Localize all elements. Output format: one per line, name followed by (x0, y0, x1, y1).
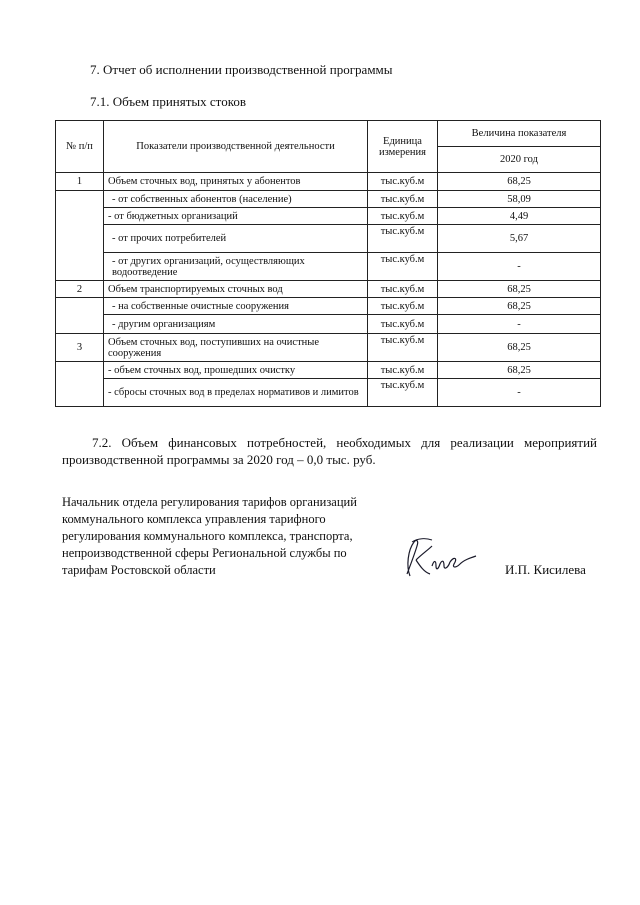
table-row (56, 173, 601, 191)
row-name: Объем сточных вод, принятых у абонентов (104, 173, 368, 191)
table-row (56, 315, 601, 334)
handwritten-signature (398, 536, 478, 581)
row-num: 1 (56, 173, 104, 191)
header-unit: Единица измерения (368, 121, 438, 173)
row-unit: тыс.куб.м (368, 253, 438, 281)
row-name: - другим организациям (104, 315, 368, 334)
position-line: непроизводственной сферы Региональной службы по (62, 546, 347, 560)
row-name: Объем транспортируемых сточных вод (104, 281, 368, 298)
table-row (56, 362, 601, 379)
table-row (56, 334, 601, 362)
row-value: - (438, 253, 601, 281)
subsection-title: 7.1. Объем принятых стоков (90, 94, 246, 109)
header-num: № п/п (56, 121, 104, 173)
row-name: - от прочих потребителей (104, 225, 368, 253)
row-name: - объем сточных вод, прошедших очистку (104, 362, 368, 379)
row-value: 68,25 (438, 173, 601, 191)
header-indicator: Показатели производственной деятельности (104, 121, 368, 173)
effluent-table (55, 120, 601, 407)
row-unit: тыс.куб.м (368, 208, 438, 225)
row-num-empty (56, 191, 104, 281)
row-value: - (438, 315, 601, 334)
row-value: 5,67 (438, 225, 601, 253)
row-value: 68,25 (438, 298, 601, 315)
header-value: Величина показателя (438, 121, 601, 147)
row-value: 58,09 (438, 191, 601, 208)
row-name: - от собственных абонентов (население) (104, 191, 368, 208)
table-row (56, 225, 601, 253)
table-row (56, 281, 601, 298)
row-value: 68,25 (438, 334, 601, 362)
row-num-empty (56, 298, 104, 334)
row-unit: тыс.куб.м (368, 225, 438, 253)
table-row (56, 208, 601, 225)
row-unit: тыс.куб.м (368, 173, 438, 191)
row-name: - от бюджетных организаций (104, 208, 368, 225)
row-unit: тыс.куб.м (368, 315, 438, 334)
row-name: - сбросы сточных вод в пределах нормативов и лимитов (104, 379, 368, 407)
financial-needs-paragraph: 7.2. Объем финансовых потребностей, необходимых для реализации мероприятий производственной программы за 2020 год – 0,0 тыс. руб. (62, 435, 597, 467)
row-num: 2 (56, 281, 104, 298)
row-num-empty (56, 362, 104, 407)
row-value: - (438, 379, 601, 407)
table-row (56, 298, 601, 315)
table-row (56, 191, 601, 208)
row-name: Объем сточных вод, поступивших на очистные сооружения (104, 334, 368, 362)
row-num: 3 (56, 334, 104, 362)
position-line: регулирования коммунального комплекса, транспорта, (62, 529, 353, 543)
row-unit: тыс.куб.м (368, 298, 438, 315)
table-row (56, 379, 601, 407)
row-unit: тыс.куб.м (368, 362, 438, 379)
table-row (56, 253, 601, 281)
header-year: 2020 год (438, 147, 601, 173)
section-title: 7. Отчет об исполнении производственной программы (90, 62, 393, 77)
position-line: тарифам Ростовской области (62, 563, 216, 577)
row-unit: тыс.куб.м (368, 191, 438, 208)
position-line: коммунального комплекса управления тарифного (62, 512, 326, 526)
row-value: 4,49 (438, 208, 601, 225)
signatory-name: И.П. Кисилева (505, 562, 586, 577)
row-value: 68,25 (438, 281, 601, 298)
row-name: - на собственные очистные сооружения (104, 298, 368, 315)
row-unit: тыс.куб.м (368, 281, 438, 298)
row-name: - от других организаций, осуществляющих водоотведение (104, 253, 368, 281)
row-value: 68,25 (438, 362, 601, 379)
row-unit: тыс.куб.м (368, 334, 438, 362)
signatory-position (62, 494, 392, 579)
position-line: Начальник отдела регулирования тарифов организаций (62, 495, 357, 509)
row-unit: тыс.куб.м (368, 379, 438, 407)
